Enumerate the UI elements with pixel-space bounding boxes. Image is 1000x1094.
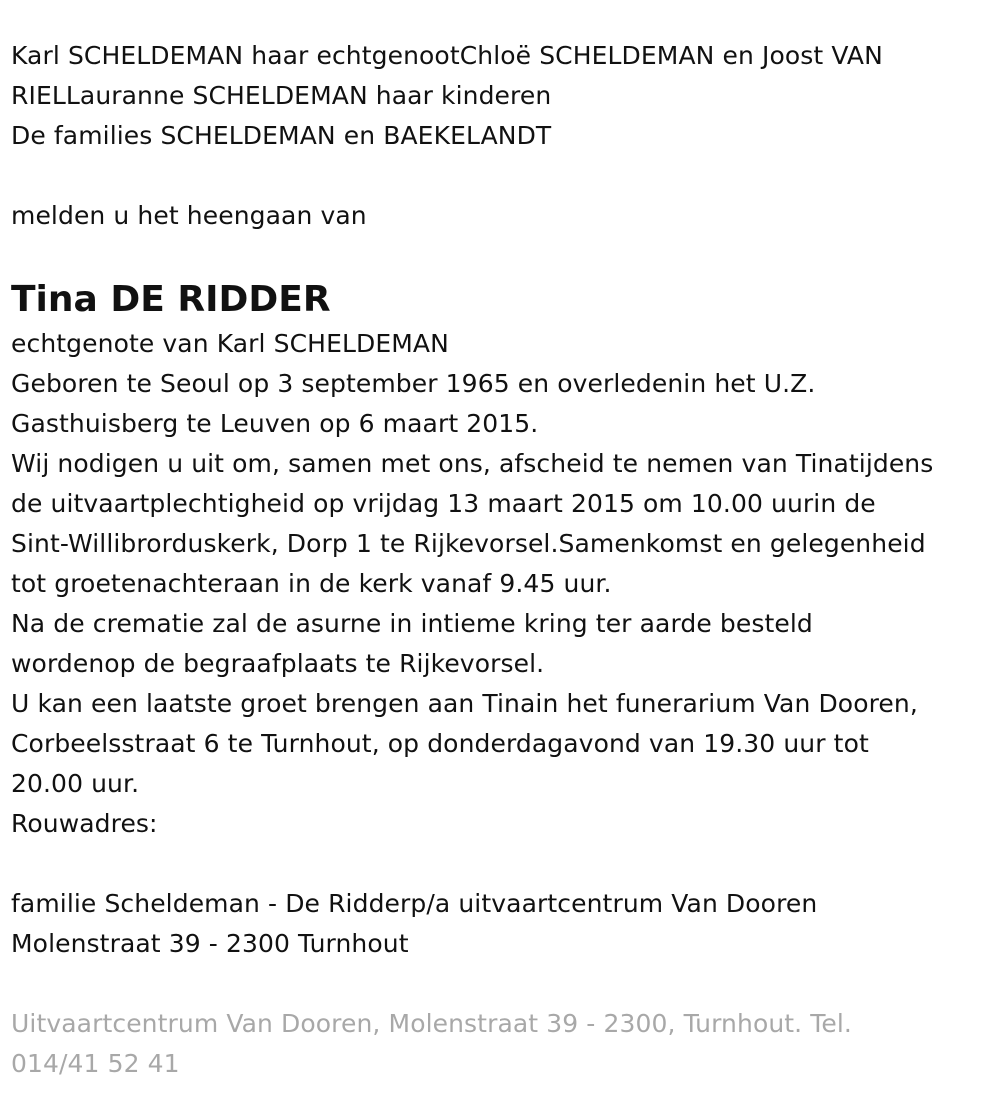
address-line: familie Scheldeman - De Ridderp/a uitvaartcentrum Van Dooren: [11, 889, 818, 918]
spacer: [11, 844, 991, 884]
funeral-home-footer: [11, 1004, 991, 1084]
body-line: de uitvaartplechtigheid op vrijdag 13 maart 2015 om 10.00 uurin de: [11, 489, 876, 518]
mourning-address: [11, 884, 991, 964]
body-line: U kan een laatste groet brengen aan Tinain het funerarium Van Dooren,: [11, 689, 918, 718]
deceased-name: Tina DE RIDDER: [11, 279, 331, 320]
body-line: tot groetenachteraan in de kerk vanaf 9.45 uur.: [11, 569, 612, 598]
body-line: Gasthuisberg te Leuven op 6 maart 2015.: [11, 409, 539, 438]
footer-line: 014/41 52 41: [11, 1049, 180, 1078]
notice-body: [11, 324, 991, 844]
body-line: Corbeelsstraat 6 te Turnhout, op donderdagavond van 19.30 uur tot: [11, 729, 869, 758]
family-line: Karl SCHELDEMAN haar echtgenootChloë SCHELDEMAN en Joost VAN: [11, 41, 883, 70]
body-line: wordenop de begraafplaats te Rijkevorsel.: [11, 649, 545, 678]
death-notice: [11, 36, 991, 1084]
family-line: RIELLauranne SCHELDEMAN haar kinderen: [11, 81, 552, 110]
spacer: [11, 156, 991, 196]
body-line: echtgenote van Karl SCHELDEMAN: [11, 329, 449, 358]
footer-line: Uitvaartcentrum Van Dooren, Molenstraat 39 - 2300, Turnhout. Tel.: [11, 1009, 852, 1038]
address-line: Molenstraat 39 - 2300 Turnhout: [11, 929, 409, 958]
spacer: [11, 236, 991, 276]
body-line: Geboren te Seoul op 3 september 1965 en overledenin het U.Z.: [11, 369, 816, 398]
spacer: [11, 964, 991, 1004]
family-line: De families SCHELDEMAN en BAEKELANDT: [11, 121, 552, 150]
family-block: [11, 36, 991, 156]
intro-text: melden u het heengaan van: [11, 201, 367, 230]
body-line: Na de crematie zal de asurne in intieme kring ter aarde besteld: [11, 609, 813, 638]
body-line: Wij nodigen u uit om, samen met ons, afscheid te nemen van Tinatijdens: [11, 449, 934, 478]
body-line: Sint-Willibrorduskerk, Dorp 1 te Rijkevorsel.Samenkomst en gelegenheid: [11, 529, 926, 558]
body-line: 20.00 uur.: [11, 769, 140, 798]
body-line: Rouwadres:: [11, 809, 158, 838]
